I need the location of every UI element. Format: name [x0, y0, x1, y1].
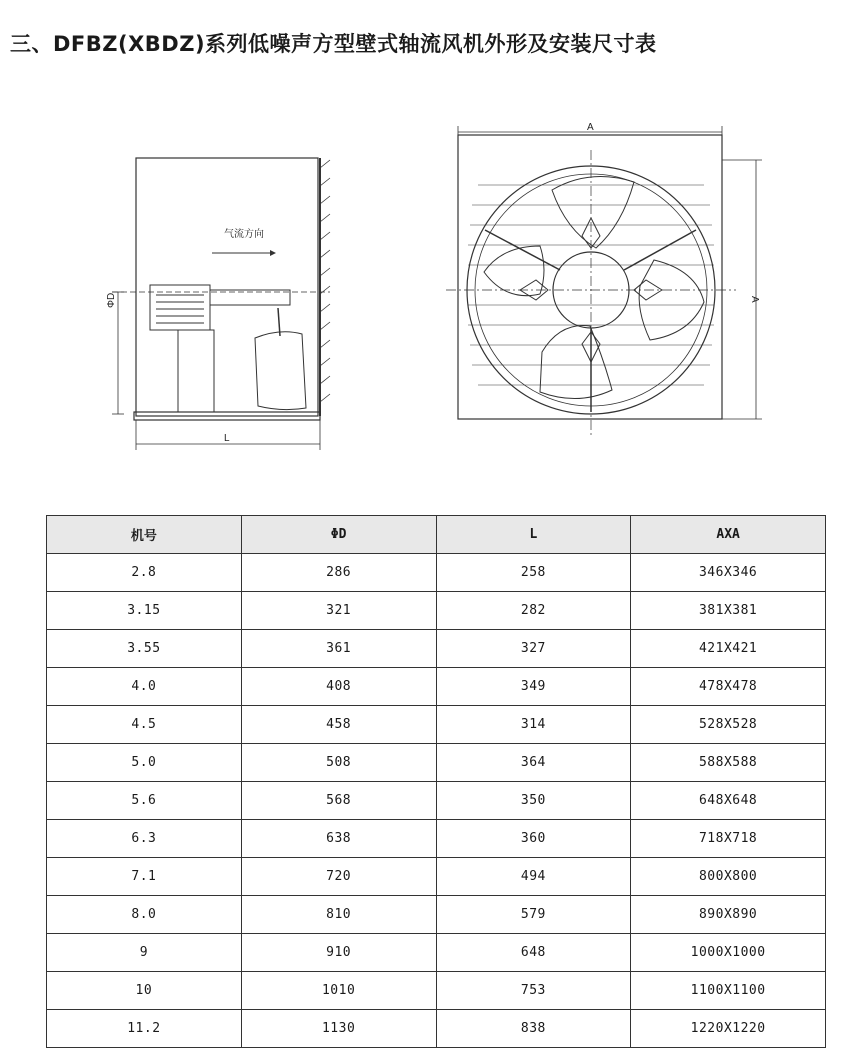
cell-diameter: 458 — [241, 706, 436, 744]
cell-model: 11.2 — [47, 1010, 242, 1048]
front-view — [446, 126, 762, 435]
header-diameter: ΦD — [241, 516, 436, 554]
cell-size: 1000X1000 — [631, 934, 826, 972]
cell-length: 258 — [436, 554, 631, 592]
cell-length: 494 — [436, 858, 631, 896]
cell-length: 753 — [436, 972, 631, 1010]
cell-size: 718X718 — [631, 820, 826, 858]
cell-diameter: 321 — [241, 592, 436, 630]
cell-diameter: 910 — [241, 934, 436, 972]
cell-size: 800X800 — [631, 858, 826, 896]
cell-size: 890X890 — [631, 896, 826, 934]
table-row — [47, 630, 826, 668]
cell-length: 360 — [436, 820, 631, 858]
table-row — [47, 972, 826, 1010]
cell-length: 349 — [436, 668, 631, 706]
side-housing — [136, 158, 318, 416]
cell-length: 314 — [436, 706, 631, 744]
cell-model: 9 — [47, 934, 242, 972]
cell-diameter: 720 — [241, 858, 436, 896]
cell-model: 6.3 — [47, 820, 242, 858]
cell-size: 381X381 — [631, 592, 826, 630]
table-row — [47, 706, 826, 744]
cell-diameter: 1010 — [241, 972, 436, 1010]
motor-stand — [178, 330, 214, 412]
cell-size: 1100X1100 — [631, 972, 826, 1010]
header-model: 机号 — [47, 516, 242, 554]
table-row — [47, 934, 826, 972]
cell-diameter: 408 — [241, 668, 436, 706]
cell-diameter: 810 — [241, 896, 436, 934]
cell-size: 588X588 — [631, 744, 826, 782]
cell-model: 4.5 — [47, 706, 242, 744]
cell-model: 7.1 — [47, 858, 242, 896]
table-row — [47, 896, 826, 934]
cell-size: 648X648 — [631, 782, 826, 820]
table-row — [47, 592, 826, 630]
dimension-table — [46, 515, 826, 1048]
cell-diameter: 1130 — [241, 1010, 436, 1048]
cell-diameter: 508 — [241, 744, 436, 782]
dim-a-side-label: A — [749, 296, 760, 303]
fan-outline-drawing — [0, 90, 844, 470]
dim-a-top-label: A — [587, 122, 594, 133]
side-view — [112, 158, 330, 450]
cell-length: 364 — [436, 744, 631, 782]
cell-size: 1220X1220 — [631, 1010, 826, 1048]
header-length: L — [436, 516, 631, 554]
table-row — [47, 858, 826, 896]
blade-side — [255, 332, 306, 410]
cell-size: 528X528 — [631, 706, 826, 744]
cell-size: 346X346 — [631, 554, 826, 592]
cell-diameter: 568 — [241, 782, 436, 820]
header-size: AXA — [631, 516, 826, 554]
airflow-label: 气流方向 — [224, 229, 264, 240]
cell-length: 350 — [436, 782, 631, 820]
cell-diameter: 638 — [241, 820, 436, 858]
cell-length: 327 — [436, 630, 631, 668]
cell-model: 3.55 — [47, 630, 242, 668]
cell-size: 478X478 — [631, 668, 826, 706]
cell-size: 421X421 — [631, 630, 826, 668]
cell-diameter: 286 — [241, 554, 436, 592]
table-row — [47, 744, 826, 782]
page-title: 三、DFBZ(XBDZ)系列低噪声方型壁式轴流风机外形及安装尺寸表 — [10, 32, 657, 56]
dim-l-label: L — [224, 433, 230, 444]
cell-length: 282 — [436, 592, 631, 630]
table-row — [47, 820, 826, 858]
cell-model: 4.0 — [47, 668, 242, 706]
cell-model: 2.8 — [47, 554, 242, 592]
table-row — [47, 554, 826, 592]
cell-model: 10 — [47, 972, 242, 1010]
cell-model: 5.6 — [47, 782, 242, 820]
cell-length: 579 — [436, 896, 631, 934]
cell-model: 5.0 — [47, 744, 242, 782]
cell-diameter: 361 — [241, 630, 436, 668]
cell-length: 648 — [436, 934, 631, 972]
table-row — [47, 782, 826, 820]
cell-model: 3.15 — [47, 592, 242, 630]
cell-model: 8.0 — [47, 896, 242, 934]
table-row — [47, 1010, 826, 1048]
table-row — [47, 668, 826, 706]
dim-d-label: ΦD — [106, 292, 117, 308]
table-header-row — [47, 516, 826, 554]
cell-length: 838 — [436, 1010, 631, 1048]
wall-hatching — [320, 160, 330, 402]
